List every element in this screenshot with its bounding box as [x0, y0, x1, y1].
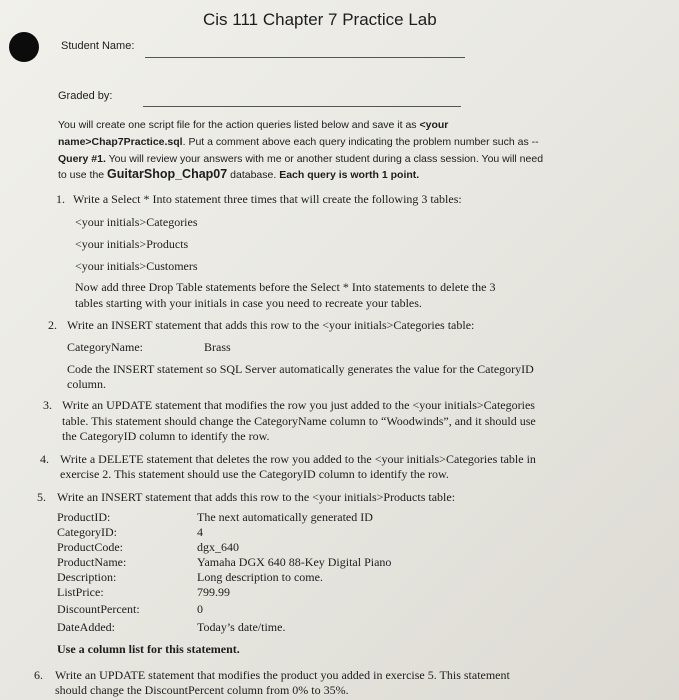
q6-line-2: should change the DiscountPercent column from 0% to 35%.	[55, 683, 349, 697]
q1-table-customers: <your initials>Customers	[75, 259, 198, 273]
q5-line-1: Write an INSERT statement that adds this row to the <your initials>Products table:	[57, 490, 456, 504]
q3-line-2: table. This statement should change the CategoryName column to “Woodwinds”, and it should use	[62, 414, 536, 428]
q1-line-2: Now add three Drop Table statements before the Select * Into statements to delete the 3	[75, 280, 496, 294]
q5-field-value: Today’s date/time.	[197, 620, 286, 634]
q1-table-categories: <your initials>Categories	[75, 215, 198, 229]
q2-line-1: Write an INSERT statement that adds this row to the <your initials>Categories table:	[67, 318, 475, 332]
q3-number: 3.	[43, 398, 52, 412]
q3-line-1: Write an UPDATE statement that modifies the row you just added to the <your initials>Categories	[62, 398, 535, 412]
q2-field-label: CategoryName:	[67, 340, 143, 354]
q1-line-1: Write a Select * Into statement three times that will create the following 3 tables:	[73, 192, 462, 206]
binder-hole-icon	[9, 32, 39, 62]
q5-field-label: ProductID:	[57, 510, 111, 524]
q5-field-label: DiscountPercent:	[57, 602, 140, 616]
q5-field-label: ListPrice:	[57, 585, 104, 599]
q5-field-label: ProductName:	[57, 555, 127, 569]
q6-line-1: Write an UPDATE statement that modifies the product you added in exercise 5. This statement	[55, 668, 510, 682]
intro-line-2: name>Chap7Practice.sql. Put a comment above each query indicating the problem number such as --	[58, 136, 539, 148]
q5-field-label: DateAdded:	[57, 620, 115, 634]
q4-number: 4.	[40, 452, 49, 466]
q5-field-value: dgx_640	[197, 540, 239, 554]
q1-table-products: <your initials>Products	[75, 237, 189, 251]
q5-field-value: 4	[197, 525, 203, 539]
q4-line-1: Write a DELETE statement that deletes the row you added to the <your initials>Categories table in	[60, 452, 536, 466]
student-name-line[interactable]	[145, 57, 465, 58]
q2-line-2: Code the INSERT statement so SQL Server automatically generates the value for the CategoryID	[67, 362, 534, 376]
q5-field-value: Long description to come.	[197, 570, 323, 584]
q2-number: 2.	[48, 318, 57, 332]
q5-field-label: Description:	[57, 570, 117, 584]
graded-by-label: Graded by:	[58, 90, 113, 102]
q4-line-2: exercise 2. This statement should use the CategoryID column to identify the row.	[60, 467, 449, 481]
graded-by-line[interactable]	[143, 106, 461, 107]
q5-field-value: The next automatically generated ID	[197, 510, 373, 524]
q5-field-value: Yamaha DGX 640 88-Key Digital Piano	[197, 555, 392, 569]
q2-field-value: Brass	[204, 340, 231, 354]
q5-field-value: 799.99	[197, 585, 230, 599]
q5-field-label: CategoryID:	[57, 525, 117, 539]
q5-field-value: 0	[197, 602, 203, 616]
intro-line-3: Query #1. You will review your answers with me or another student during a class session. You will need	[58, 153, 544, 165]
q1-line-3: tables starting with your initials in case you need to recreate your tables.	[75, 296, 422, 310]
q5-field-label: ProductCode:	[57, 540, 123, 554]
q2-line-3: column.	[67, 377, 106, 391]
intro-line-4: to use the GuitarShop_Chap07 database. Each query is worth 1 point.	[58, 167, 420, 181]
q5-note: Use a column list for this statement.	[57, 642, 240, 656]
page-title: Cis 111 Chapter 7 Practice Lab	[203, 10, 437, 29]
q5-number: 5.	[37, 490, 46, 504]
q3-line-3: the CategoryID column to identify the row.	[62, 429, 270, 443]
q1-number: 1.	[56, 192, 65, 206]
student-name-label: Student Name:	[61, 40, 135, 52]
intro-line-1: You will create one script file for the action queries listed below and save it as <your	[58, 119, 449, 131]
q6-number: 6.	[34, 668, 43, 682]
